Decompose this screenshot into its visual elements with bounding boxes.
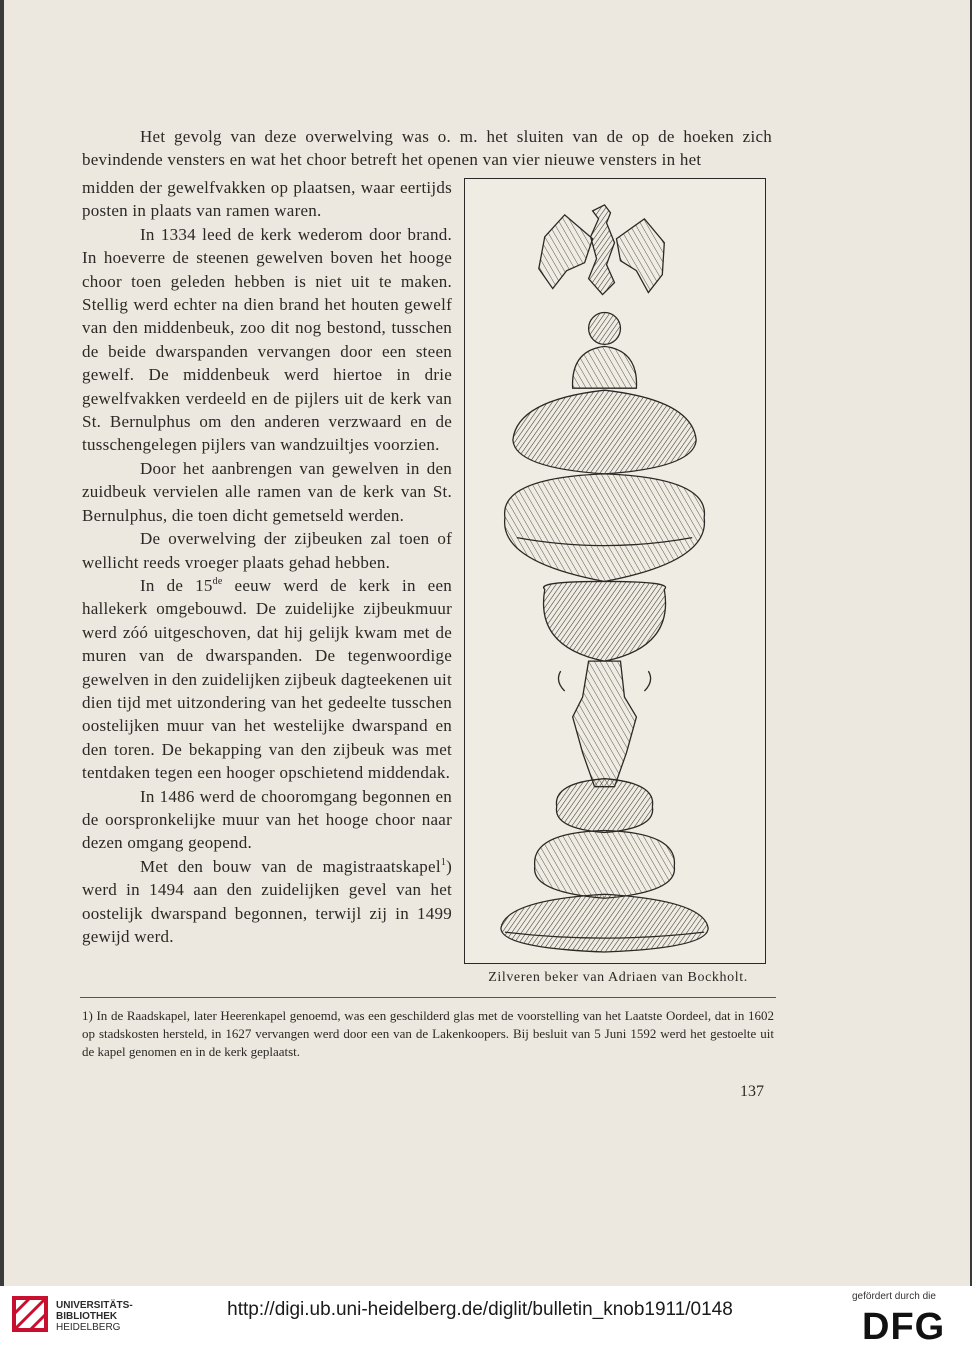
funding-label: gefördert durch die — [852, 1291, 936, 1302]
paragraph-5-superscript: de — [212, 575, 223, 587]
paragraph-1-continued: midden der gewelfvakken op plaatsen, waar eertijds posten in plaats van ramen waren. — [82, 178, 452, 221]
goblet-engraving-icon — [465, 179, 764, 962]
footnote-reference: 1 — [440, 856, 447, 868]
library-name-line-2: BIBLIOTHEK — [56, 1311, 118, 1322]
paragraph-7-text-b: werd in 1494 aan den zuidelijken gevel van het oostelijk dwarspand begonnen, terwijl zij in 1499 gewijd werd. — [82, 880, 452, 946]
dfg-logo: DFG — [862, 1306, 946, 1348]
paragraph-1: Het gevolg van deze overwelving was o. m. het sluiten van de op de hoeken zich bevindende vensters en wat het choor betreft het openen van vier nieuwe vensters in het — [82, 127, 772, 170]
footnote-reference-paren: ) — [446, 856, 452, 876]
permalink-url[interactable]: http://digi.ub.uni-heidelberg.de/diglit/bulletin_knob1911/0148 — [227, 1299, 733, 1320]
figure-caption: Zilveren beker van Adriaen van Bockholt. — [488, 970, 748, 985]
paragraph-6: In 1486 werd de chooromgang begonnen en de oorspronkelijke muur van het hooge choor naar dezen omgang geopend. — [82, 786, 452, 853]
paragraph-5-text-b: eeuw werd de kerk in een hallekerk omgebouwd. De zuidelijke zijbeukmuur werd zóó uitgeschoven, dat hij gelijk kwam met de muren van de dwarspanden. De tegenwoordige gewelven in den zuidelijken zijbeuk dagteekenen uit dien tijd met uitzondering van het gedeelte tusschen oostelijken muur van het westelijke dwarspand en den toren. De bekapping van den zijbeuk was met tentdaken tegen een hooger opschietend middendak. — [82, 575, 452, 783]
paragraph-3: Door het aanbrengen van gewelven in den zuidbeuk vervielen alle ramen van de kerk van St. Bernulphus, die toen dicht gemetseld werden. — [82, 458, 452, 525]
paragraph-7-text-a: Met den bouw van de magistraatskapel — [140, 856, 441, 876]
opening-paragraph — [82, 125, 772, 172]
paragraph-2: In 1334 leed de kerk wederom door brand. In hoeverre de steenen gewelven boven het hooge choor toen geleden hebben is niet uit te maken. Stellig werd echter na dien brand het houten gewelf van den middenbeuk, zoo dit nog bestond, tusschen de beide dwarspanden vervangen door een steen gewelf. De middenbeuk werd hiertoe in drie gewelfvakken verdeeld en de pijlers uit de kerk van St. Bernulphus om den anderen verzwaard en de tusschengelegen pijlers van wandzuiltjes voorzien. — [82, 224, 452, 455]
figure-frame — [464, 178, 766, 964]
paragraph-5-text-a: In de 15 — [140, 575, 213, 595]
footnote: 1) In de Raadskapel, later Heerenkapel genoemd, was een geschilderd glas met de voorstelling van het Laatste Oordeel, dat in 1602 op stadskosten hersteld, in 1627 vervangen werd door een van de Lakenkoopers. Bij besluit van 5 Juni 1592 werd het gestoelte uit de kapel genomen en in de kerk geplaatst. — [82, 1008, 774, 1059]
paragraph-5 — [82, 574, 452, 785]
paragraph-7 — [82, 855, 452, 949]
library-name-line-3: HEIDELBERG — [56, 1322, 121, 1333]
library-name-line-1: UNIVERSITÄTS- — [56, 1300, 133, 1311]
library-name — [56, 1300, 133, 1333]
left-text-column — [82, 176, 452, 948]
page-number: 137 — [740, 1083, 764, 1100]
footnote-divider — [80, 997, 776, 998]
paragraph-4: De overwelving der zijbeuken zal toen of wellicht reeds vroeger plaats gehad hebben. — [82, 529, 452, 572]
university-library-logo-icon — [10, 1294, 50, 1334]
